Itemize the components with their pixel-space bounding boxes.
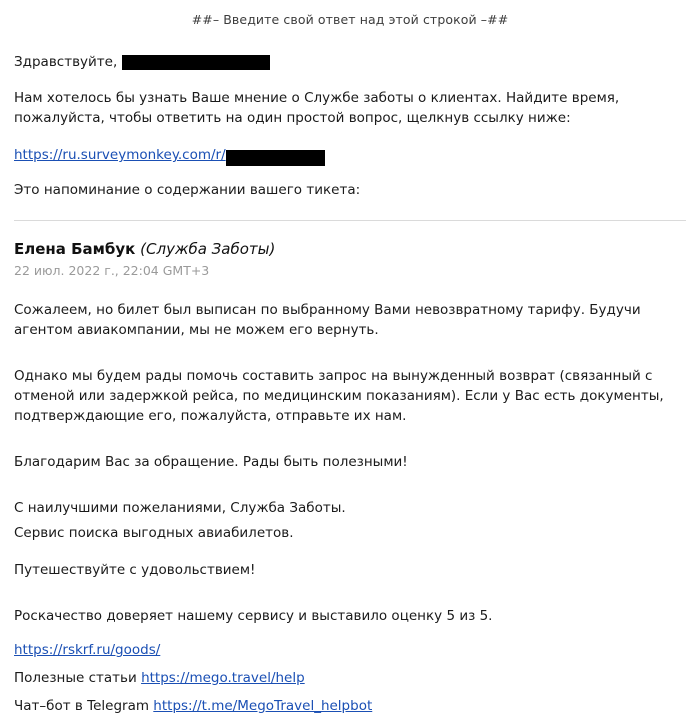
section-divider	[14, 220, 686, 221]
greeting-text: Здравствуйте,	[14, 54, 118, 70]
rating-text: Роскачество доверяет нашему сервису и выставило оценку 5 из 5.	[14, 608, 493, 624]
message-paragraph: Однако мы будем рады помочь составить запрос на вынужденный возврат (связанный с отменой или задержкой рейса, по медицинским показаниям). Если у Вас есть документы, подтверждающие его, пожалуйста, отправьте их нам.	[14, 368, 664, 424]
rskrf-link-row	[14, 640, 686, 660]
articles-link-row	[14, 668, 686, 688]
message-paragraph: Благодарим Вас за обращение. Рады быть полезными!	[14, 454, 408, 470]
reply-above-marker: ##– Введите свой ответ над этой строкой –##	[191, 12, 509, 27]
redacted-recipient-name	[122, 55, 270, 70]
message-paragraph: Сожалеем, но билет был выписан по выбранному Вами невозвратному тарифу. Будучи агентом авиакомпании, мы не можем его вернуть.	[14, 302, 641, 338]
greeting-row	[14, 54, 686, 70]
author-department: (Служба Заботы)	[140, 240, 276, 258]
telegram-link[interactable]: https://t.me/MegoTravel_helpbot	[153, 698, 373, 714]
message-author	[14, 240, 686, 258]
telegram-label: Чат–бот в Telegram	[14, 698, 149, 714]
survey-link-row	[14, 147, 686, 163]
author-name: Елена Бамбук	[14, 240, 136, 258]
redacted-survey-id	[226, 150, 325, 166]
signature-line: С наилучшими пожеланиями, Служба Заботы.	[14, 500, 346, 516]
ticket-reminder-text: Это напоминание о содержании вашего тикета:	[14, 182, 361, 198]
message-timestamp: 22 июл. 2022 г., 22:04 GMT+3	[14, 263, 210, 278]
articles-link[interactable]: https://mego.travel/help	[141, 670, 305, 686]
articles-label: Полезные статьи	[14, 670, 137, 686]
signature-line: Путешествуйте с удовольствием!	[14, 562, 256, 578]
compose-body	[0, 54, 700, 198]
signature-line: Сервис поиска выгодных авиабилетов.	[14, 525, 294, 541]
quoted-message	[0, 240, 700, 716]
survey-intro-text: Нам хотелось бы узнать Ваше мнение о Службе заботы о клиентах. Найдите время, пожалуйста, чтобы ответить на один простой вопрос, щелкнув ссылку ниже:	[14, 90, 620, 126]
rskrf-link[interactable]: https://rskrf.ru/goods/	[14, 642, 161, 658]
telegram-link-row	[14, 696, 686, 716]
survey-link[interactable]: https://ru.surveymonkey.com/r/	[14, 147, 226, 163]
